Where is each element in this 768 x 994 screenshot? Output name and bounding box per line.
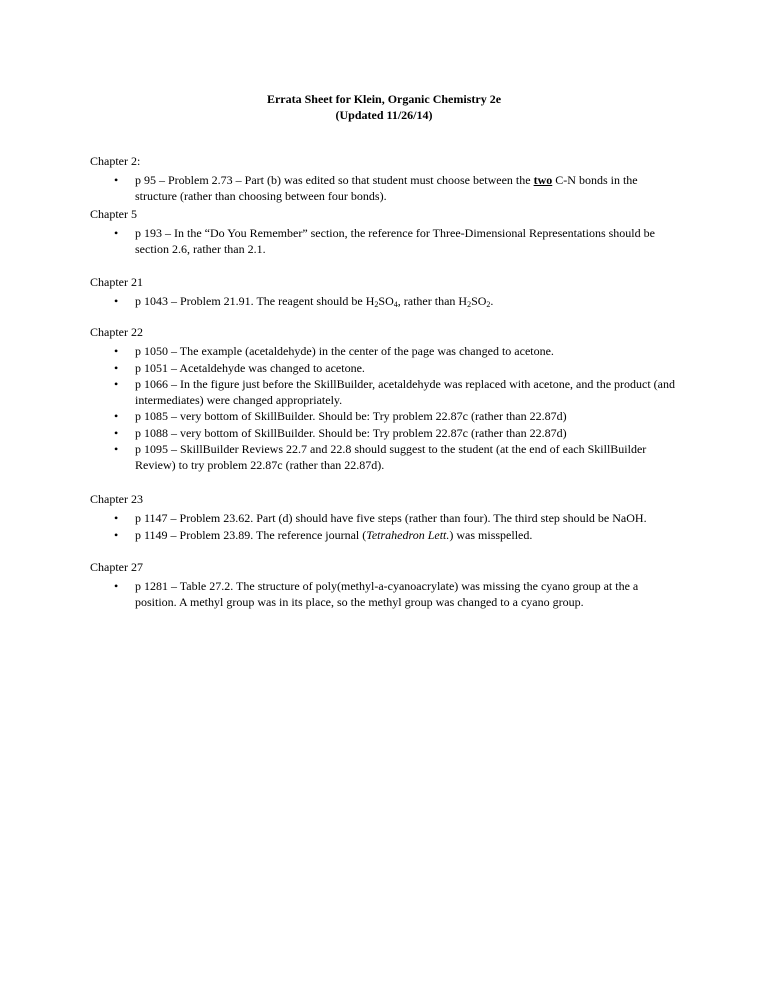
errata-item: • p 1051 – Acetaldehyde was changed to acetone.: [114, 360, 365, 375]
chapter-heading: Chapter 21: [90, 275, 143, 289]
errata-item: • p 193 – In the “Do You Remember” section, the reference for Three-Dimensional Representations should be section 2.6, rather than 2.1.: [114, 226, 655, 256]
chapter-heading: Chapter 27: [90, 560, 143, 574]
errata-item: • p 1095 – SkillBuilder Reviews 22.7 and 22.8 should suggest to the student (at the end of each SkillBuilder Review) to try problem 22.87c (rather than 22.87d).: [114, 442, 647, 472]
errata-item: • p 1043 – Problem 21.91. The reagent should be $H_2SO_4$, rather than $H_2SO_2$.: [114, 294, 494, 309]
errata-item: • p 1149 – Problem 23.89. The reference journal (Tetrahedron Lett.) was misspelled.: [114, 527, 533, 542]
errata-item: • p 1088 – very bottom of SkillBuilder. Should be: Try problem 22.87c (rather than 22.87d): [114, 425, 567, 440]
errata-item: • p 1066 – In the figure just before the SkillBuilder, acetaldehyde was replaced with acetone, and the product (and intermediates) were changed appropriately.: [114, 377, 675, 407]
bullet-icon: •: [114, 173, 119, 187]
emphasized-word: two: [533, 173, 553, 187]
chapter-27-section: [90, 560, 680, 611]
errata-item: • p 1147 – Problem 23.62. Part (d) should have five steps (rather than four). The third step should be NaOH.: [114, 511, 647, 525]
bullet-icon: •: [114, 226, 119, 240]
bullet-icon: •: [114, 579, 119, 593]
chapter-heading: Chapter 5: [90, 207, 137, 221]
document-update-date: (Updated 11/26/14): [335, 108, 433, 122]
errata-list: [90, 294, 680, 310]
errata-list: [90, 511, 680, 543]
bullet-icon: •: [114, 442, 119, 456]
chapter-22-section: [90, 325, 680, 474]
document-title: Errata Sheet for Klein, Organic Chemistry 2e: [266, 92, 502, 106]
chapter-5-section: [90, 207, 680, 258]
chapter-21-section: [90, 275, 680, 311]
chapter-heading: Chapter 22: [90, 325, 143, 339]
errata-list: [90, 173, 680, 204]
chapter-23-section: [90, 492, 680, 544]
journal-name: Tetrahedron Lett.: [366, 527, 450, 542]
bullet-icon: •: [114, 294, 119, 308]
bullet-icon: •: [114, 527, 119, 542]
chapter-2-section: [90, 154, 680, 205]
errata-item: • p 95 – Problem 2.73 – Part (b) was edited so that student must choose between the two C-N bonds in the structure (rather than choosing between four bonds).: [114, 173, 638, 203]
bullet-icon: •: [114, 409, 119, 423]
bullet-icon: •: [114, 377, 119, 391]
errata-list: [90, 344, 680, 473]
bullet-icon: •: [114, 344, 119, 358]
errata-list: [90, 579, 680, 610]
errata-item: • p 1050 – The example (acetaldehyde) in the center of the page was changed to acetone.: [114, 344, 554, 358]
bullet-icon: •: [114, 511, 119, 525]
errata-list: [90, 226, 680, 257]
bullet-icon: •: [114, 425, 119, 440]
errata-item: • p 1085 – very bottom of SkillBuilder. Should be: Try problem 22.87c (rather than 22.87d): [114, 409, 567, 423]
bullet-icon: •: [114, 360, 119, 375]
errata-item: • p 1281 – Table 27.2. The structure of poly(methyl-a-cyanoacrylate) was missing the cyano group at the a position. A methyl group was in its place, so the methyl group was changed to a cyano group.: [114, 579, 639, 609]
chapter-heading: Chapter 2:: [90, 154, 141, 168]
chapter-heading: Chapter 23: [90, 492, 143, 506]
